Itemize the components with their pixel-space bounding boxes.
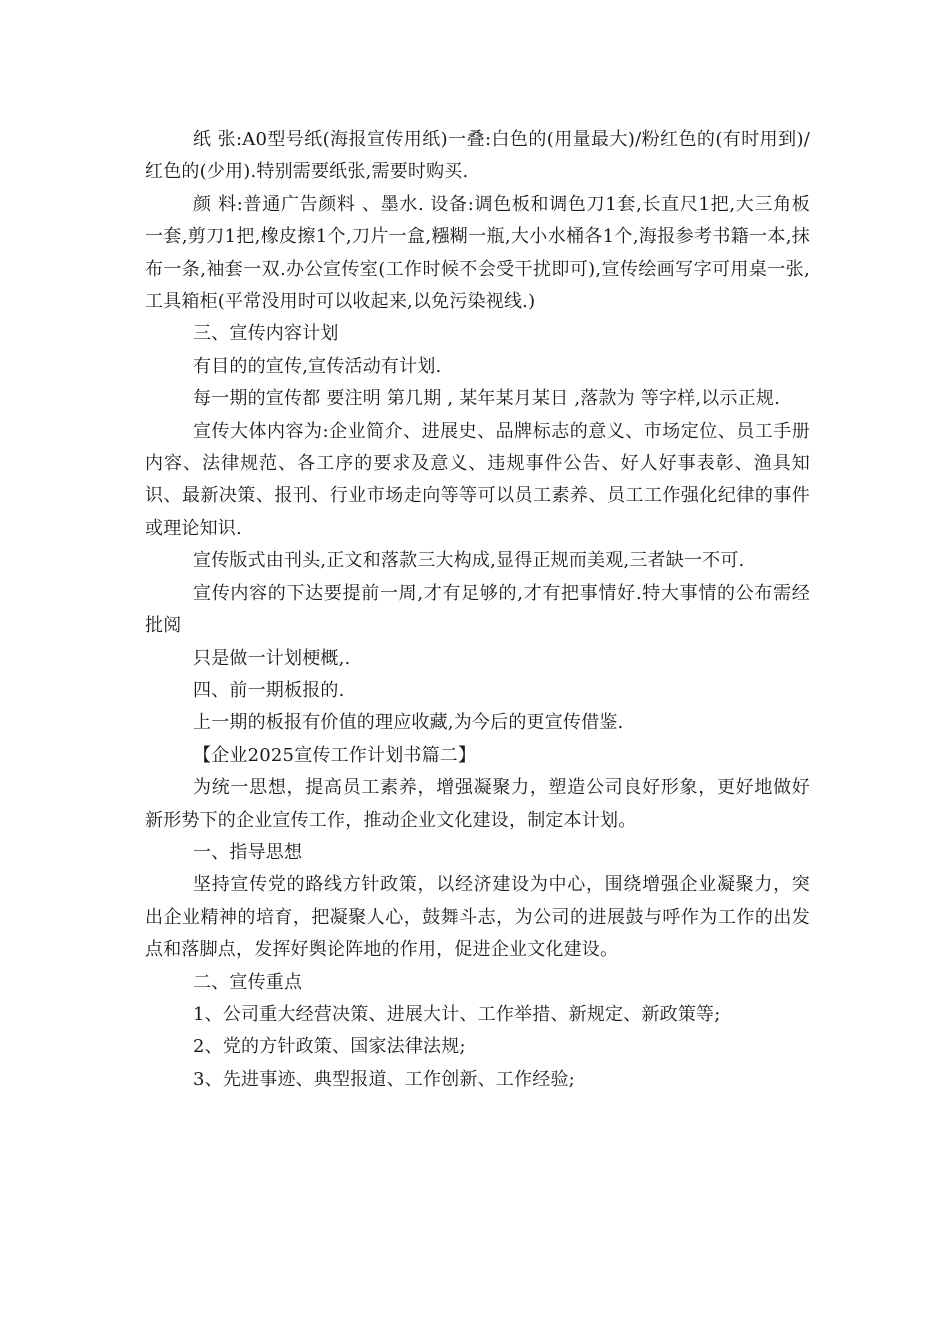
paragraph-paint-equipment: 颜 料:普通广告颜料 、墨水. 设备:调色板和调色刀1套,长直尺1把,大三角板一套,剪刀1把,橡皮擦1个,刀片一盒,糨糊一瓶,大小水桶各1个,海报参考书籍一本,抹布一条,袖套一双.办公宣传室(工作时候不会受干扰即可),宣传绘画写字可用桌一张,工具箱柜(平常没用时可以收起来,以免污染视线.)	[145, 193, 810, 313]
paragraph-purpose: 有目的的宣传,宣传活动有计划.	[193, 355, 442, 377]
section-heading-previous-issue: 四、前一期板报的.	[193, 679, 345, 701]
list-item-key-point-3: 3、先进事迹、典型报道、工作创新、工作经验;	[193, 1068, 575, 1090]
section-heading-key-points: 二、宣传重点	[193, 971, 303, 993]
paragraph-guiding-ideology: 坚持宣传党的路线方针政策，以经济建设为中心，围绕增强企业凝聚力，突出企业精神的培育，把凝聚人心，鼓舞斗志，为公司的进展鼓与呼作为工作的出发点和落脚点，发挥好舆论阵地的作用，促进企业文化建设。	[145, 874, 810, 961]
paragraph-archive: 上一期的板报有价值的理应收藏,为今后的更宣传借鉴.	[193, 712, 624, 734]
article-title-part-two: 【企业2025宣传工作计划书篇二】	[193, 744, 477, 766]
paragraph-issue-marking: 每一期的宣传都 要注明 第几期 , 某年某月某日 ,落款为 等字样,以示正规.	[193, 388, 781, 410]
paragraph-intro: 为统一思想，提高员工素养，增强凝聚力，塑造公司良好形象，更好地做好新形势下的企业宣传工作，推动企业文化建设，制定本计划。	[145, 777, 810, 831]
section-heading-guiding-ideology: 一、指导思想	[193, 841, 303, 863]
paragraph-layout-format: 宣传版式由刊头,正文和落款三大构成,显得正规而美观,三者缺一不可.	[193, 550, 745, 572]
list-item-key-point-1: 1、公司重大经营决策、进展大计、工作举措、新规定、新政策等;	[193, 1003, 721, 1025]
paragraph-advance-notice: 宣传内容的下达要提前一周,才有足够的,才有把事情好.特大事情的公布需经批阅	[145, 582, 810, 637]
paragraph-outline-note: 只是做一计划梗概,.	[193, 647, 351, 669]
paragraph-paper-supplies: 纸 张:A0型号纸(海报宣传用纸)一叠:白色的(用量最大)/粉红色的(有时用到)/红色的(少用).特别需要纸张,需要时购买.	[145, 129, 810, 183]
paragraph-content-scope: 宣传大体内容为:企业简介、进展史、品牌标志的意义、市场定位、员工手册内容、法律规范、各工序的要求及意义、违规事件公告、好人好事表彰、渔具知识、最新决策、报刊、行业市场走向等等可以员工素养、员工工作强化纪律的事件或理论知识.	[145, 420, 810, 539]
document-body	[145, 124, 810, 1096]
section-heading-content-plan: 三、宣传内容计划	[193, 323, 339, 345]
list-item-key-point-2: 2、党的方针政策、国家法律法规;	[193, 1036, 466, 1058]
